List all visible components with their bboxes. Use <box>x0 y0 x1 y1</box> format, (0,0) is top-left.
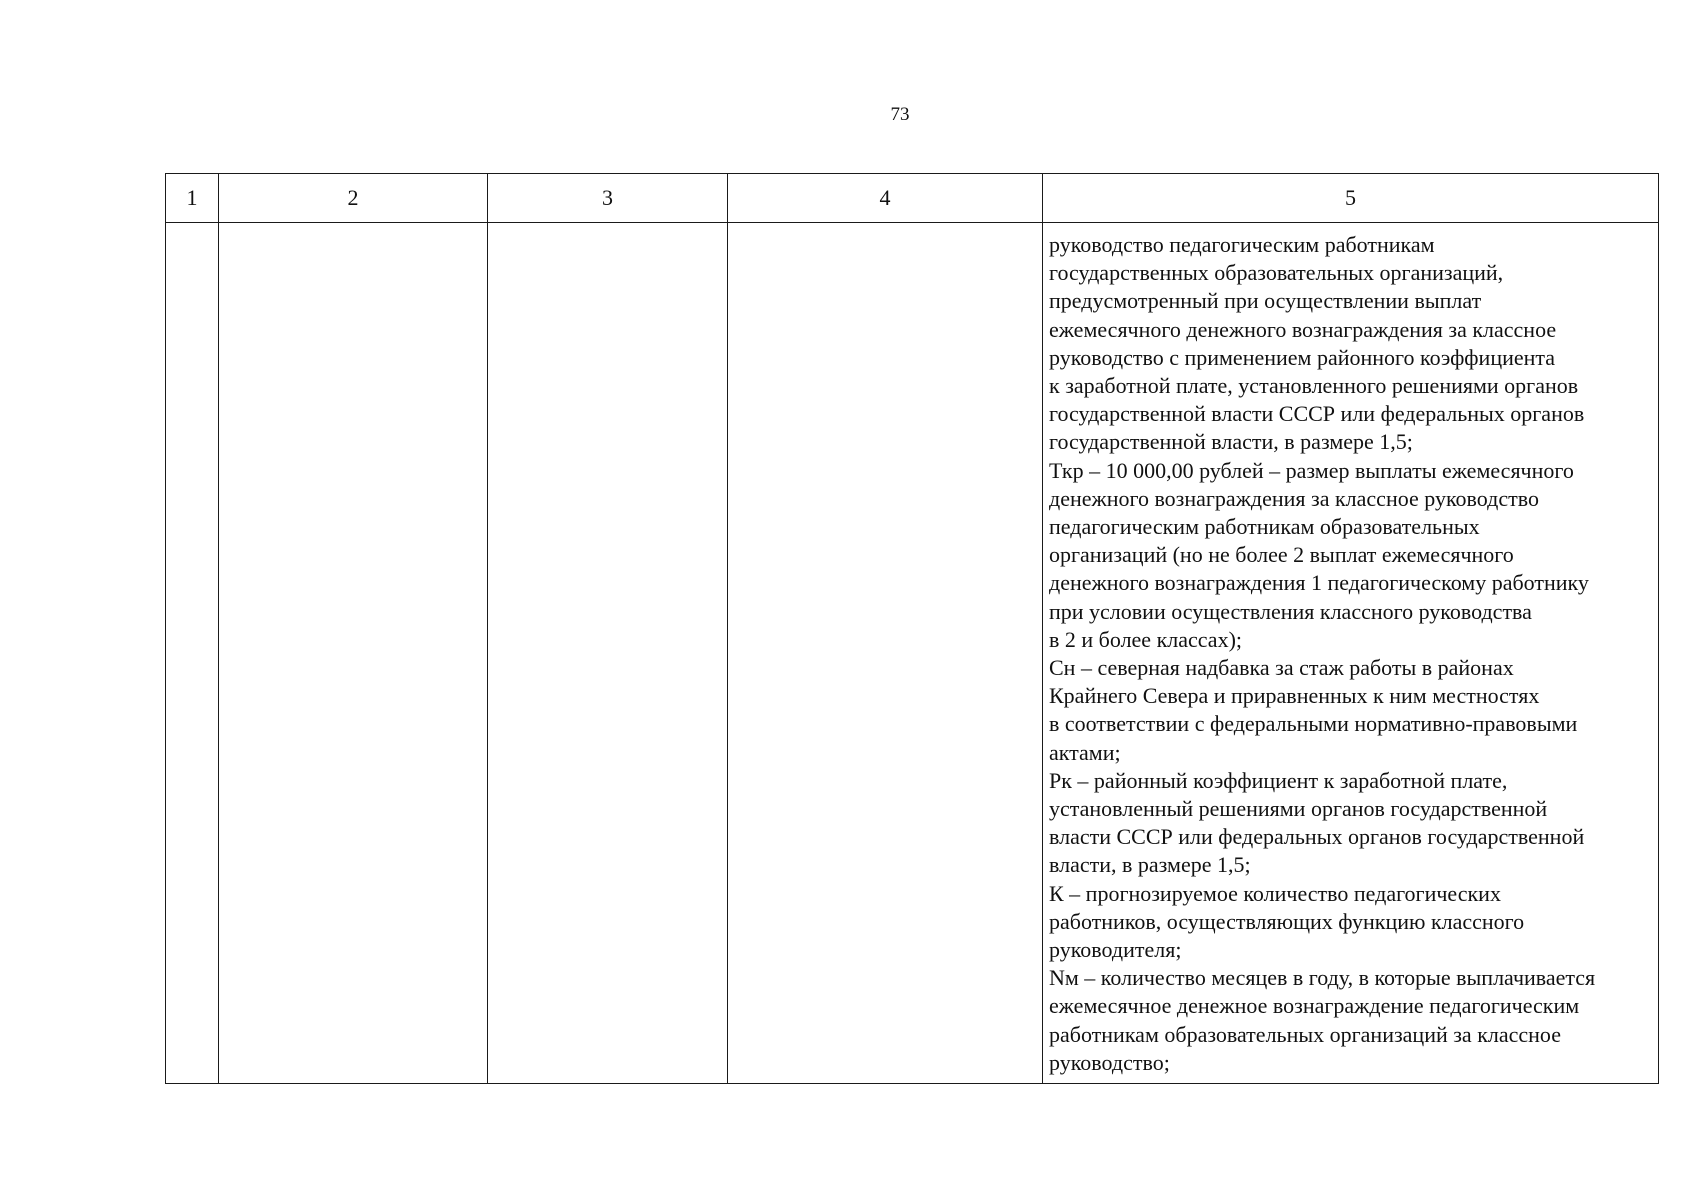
text-line: руководителя; <box>1049 937 1182 963</box>
column-header-1: 1 <box>166 174 219 223</box>
text-line: работникам образовательных организаций за классное <box>1049 1021 1561 1047</box>
text-line: Сн – северная надбавка за стаж работы в районах <box>1049 655 1514 681</box>
column-header-2: 2 <box>219 174 488 223</box>
text-line: к заработной плате, установленного решениями органов <box>1049 373 1579 399</box>
cell-column-3 <box>488 223 728 1084</box>
text-line: государственных образовательных организаций, <box>1049 260 1504 286</box>
text-line: государственной власти, в размере 1,5; <box>1049 429 1413 455</box>
text-line: денежного вознаграждения 1 педагогическому работнику <box>1049 570 1589 596</box>
column-header-4: 4 <box>728 174 1043 223</box>
text-line: руководство; <box>1049 1049 1170 1075</box>
text-line: в соответствии с федеральными нормативно-правовыми <box>1049 711 1578 737</box>
text-line: ежемесячное денежное вознаграждение педагогическим <box>1049 993 1580 1019</box>
text-line: в 2 и более классах); <box>1049 626 1243 652</box>
text-line: руководство с применением районного коэффициента <box>1049 344 1556 370</box>
cell-column-2 <box>219 223 488 1084</box>
table-header-row <box>166 174 1659 223</box>
text-line: К – прогнозируемое количество педагогических <box>1049 880 1501 906</box>
text-line: организаций (но не более 2 выплат ежемесячного <box>1049 542 1514 568</box>
table-row <box>166 223 1659 1084</box>
text-line: Nм – количество месяцев в году, в которые выплачивается <box>1049 965 1596 991</box>
page-number: 73 <box>890 104 910 125</box>
document-table <box>165 173 1659 1084</box>
text-line: власти СССР или федеральных органов государственной <box>1049 824 1585 850</box>
cell-column-1 <box>166 223 219 1084</box>
text-line: руководство педагогическим работникам <box>1049 232 1435 257</box>
text-line: педагогическим работникам образовательных <box>1049 514 1480 540</box>
text-line: Крайнего Севера и приравненных к ним местностях <box>1049 683 1540 709</box>
column-5-text <box>1049 231 1652 1077</box>
text-line: актами; <box>1049 739 1121 765</box>
text-line: предусмотренный при осуществлении выплат <box>1049 288 1482 314</box>
text-line: власти, в размере 1,5; <box>1049 852 1251 878</box>
text-line: денежного вознаграждения за классное руководство <box>1049 485 1539 511</box>
text-line: работников, осуществляющих функцию классного <box>1049 908 1525 934</box>
column-header-5: 5 <box>1043 174 1659 223</box>
text-line: установленный решениями органов государственной <box>1049 796 1548 822</box>
text-line: Ткр – 10 000,00 рублей – размер выплаты ежемесячного <box>1049 457 1574 483</box>
column-header-3: 3 <box>488 174 728 223</box>
cell-column-5 <box>1043 223 1659 1084</box>
text-line: при условии осуществления классного руководства <box>1049 598 1532 624</box>
text-line: ежемесячного денежного вознаграждения за классное <box>1049 316 1557 342</box>
text-line: государственной власти СССР или федеральных органов <box>1049 401 1585 427</box>
text-line: Рк – районный коэффициент к заработной плате, <box>1049 767 1508 793</box>
cell-column-4 <box>728 223 1043 1084</box>
